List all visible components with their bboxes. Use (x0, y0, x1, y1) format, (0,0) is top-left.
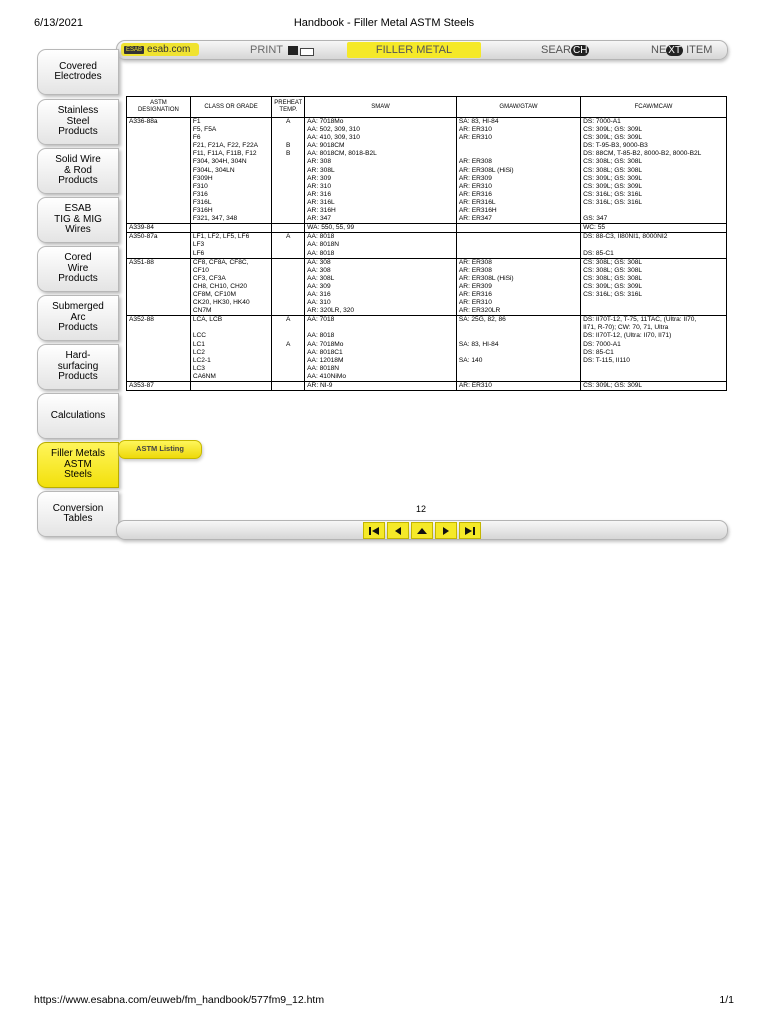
last-page-icon (464, 526, 476, 536)
table-row (127, 258, 727, 316)
bottom-nav-bar (116, 520, 728, 540)
print-label: PRINT (250, 44, 283, 56)
filler-metal-button[interactable] (347, 42, 481, 58)
table-row (127, 224, 727, 233)
cell-grade (190, 382, 271, 391)
header-smaw: SMAW (305, 97, 457, 118)
cell-preheat: A A (272, 316, 305, 382)
cell-designation: A351-88 (127, 258, 191, 316)
header-gmaw-gtaw: GMAW/GTAW (456, 97, 580, 118)
print-title: Handbook - Filler Metal ASTM Steels (293, 17, 475, 29)
astm-listing-button[interactable]: ASTM Listing (118, 440, 202, 459)
cell-gmaw: SA: 25G, 82, 86 SA: 83, HI-84 SA: 140 (456, 316, 580, 382)
previous-page-button[interactable] (387, 522, 409, 539)
cell-fcaw: WC: 55 (581, 224, 727, 233)
cell-preheat: A (272, 233, 305, 258)
print-footer (0, 994, 768, 1008)
print-date: 6/13/2021 (34, 17, 83, 29)
cell-designation: A350-87a (127, 233, 191, 258)
header-astm-designation: ASTM DESIGNATION (127, 97, 191, 118)
cell-fcaw: DS: 7000-A1 CS: 309L; GS: 309L CS: 309L; GS: 309L DS: T-95-B3, 9000-B3 DS: 88CM, T-85-B2, 8000-B2, 8000-B2L CS: 308L; GS: 308L CS: 308L; GS: 308L CS: 309L; GS: 309L CS: 309L; GS: 309L CS: 316L; GS: 316L CS: 316L; GS: 316L GS: 347 (581, 118, 727, 224)
cell-fcaw: CS: 308L; GS: 308L CS: 308L; GS: 308L CS: 308L; GS: 308L CS: 309L; GS: 309L CS: 316L; GS: 316L (581, 258, 727, 316)
cell-preheat (272, 224, 305, 233)
cell-grade (190, 224, 271, 233)
cell-designation: A352-88 (127, 316, 191, 382)
sidebar-item-conversion-tables[interactable]: Conversion Tables (37, 491, 119, 537)
next-item-button[interactable] (651, 41, 712, 59)
cell-smaw: AA: 308 AA: 308 AA: 308L AA: 309 AA: 316 AA: 310 AR: 320LR, 320 (305, 258, 457, 316)
cell-smaw: WA: 550, 55, 99 (305, 224, 457, 233)
cell-fcaw: CS: 309L; GS: 309L (581, 382, 727, 391)
up-button[interactable] (411, 522, 433, 539)
top-nav-bar (116, 40, 728, 60)
cell-designation: A353-87 (127, 382, 191, 391)
table-row (127, 118, 727, 224)
cell-grade: LF1, LF2, LF5, LF6 LF3 LF6 (190, 233, 271, 258)
esab-logo-icon: ESAB (126, 46, 143, 53)
up-icon (416, 526, 428, 536)
cell-smaw: AR: NI-9 (305, 382, 457, 391)
print-url: https://www.esabna.com/euweb/fm_handbook/577fm9_12.htm (34, 994, 325, 1006)
next-page-icon (440, 526, 452, 536)
print-header (0, 17, 768, 31)
table-row (127, 233, 727, 258)
sidebar-item-covered-electrodes[interactable]: Covered Electrodes (37, 49, 119, 95)
cell-smaw: AA: 8018 AA: 8018N AA: 8018 (305, 233, 457, 258)
sidebar-item-calculations[interactable]: Calculations (37, 393, 119, 439)
print-page-count: 1/1 (719, 994, 734, 1006)
previous-page-icon (392, 526, 404, 536)
table-header-row (127, 97, 727, 118)
print-button[interactable] (250, 41, 314, 59)
first-page-button[interactable] (363, 522, 385, 539)
header-preheat-temp: PREHEAT TEMP. (272, 97, 305, 118)
search-label: SEAR (541, 44, 571, 56)
cell-gmaw: SA: 83, HI-84 AR: ER310 AR: ER310 AR: ER308 AR: ER308L (HiSi) AR: ER309 AR: ER310 AR: ER316 AR: ER316L AR: ER316H AR: ER347 (456, 118, 580, 224)
cell-fcaw: DS: 88-C3, II80NI1, 8000NI2 DS: 85-C1 (581, 233, 727, 258)
astm-steels-table (126, 96, 727, 391)
cell-gmaw (456, 224, 580, 233)
sidebar-item-solid-wire[interactable]: Solid Wire & Rod Products (37, 148, 119, 194)
search-button[interactable] (541, 41, 589, 59)
last-page-button[interactable] (459, 522, 481, 539)
cell-designation: A336-88a (127, 118, 191, 224)
cell-smaw: AA: 7018 AA: 8018 AA: 7018Mo AA: 8018C1 AA: 12018M AA: 8018N AA: 410NiMo (305, 316, 457, 382)
cell-preheat: A B B (272, 118, 305, 224)
sidebar-item-submerged-arc[interactable]: Submerged Arc Products (37, 295, 119, 341)
cell-fcaw: DS: II70T-12, T-75, 11TAC, (Ultra: II70, II71, R-70); CW: 70, 71, Ultra DS: II70T-12, (Ultra: II70, II71) DS: 7000-A1 DS: 85-C1 DS: T-115, II110 (581, 316, 727, 382)
table-row (127, 316, 727, 382)
cell-grade: CF8, CF8A, CF8C, CF10 CF3, CF3A CH8, CH10, CH20 CF8M, CF10M CK20, HK30, HK40 CN7M (190, 258, 271, 316)
first-page-icon (368, 526, 380, 536)
cell-grade: LCA, LCB LCC LC1 LC2 LC2-1 LC3 CA6NM (190, 316, 271, 382)
next-highlight: XT (668, 45, 682, 56)
next-item-label: ITEM (686, 44, 713, 56)
cell-gmaw: AR: ER308 AR: ER308 AR: ER308L (HiSi) AR: ER309 AR: ER316 AR: ER310 AR: ER320LR (456, 258, 580, 316)
page-nav-buttons (363, 522, 481, 539)
cell-preheat (272, 258, 305, 316)
printer-icon (288, 46, 314, 55)
cell-preheat (272, 382, 305, 391)
next-page-button[interactable] (435, 522, 457, 539)
cell-grade: F1 F5, F5A F6 F21, F21A, F22, F22A F11, F11A, F11B, F12 F304, 304H, 304N F304L, 304LN F309H F310 F316 F316L F316H F321, 347, 348 (190, 118, 271, 224)
header-class-or-grade: CLASS OR GRADE (190, 97, 271, 118)
sidebar-item-tig-mig-wires[interactable]: ESAB TIG & MIG Wires (37, 197, 119, 243)
cell-designation: A339-84 (127, 224, 191, 233)
page-number: 12 (416, 504, 427, 514)
table-row (127, 382, 727, 391)
sidebar-item-filler-metals-astm[interactable]: Filler Metals ASTM Steels (37, 442, 119, 488)
next-label: NE (651, 44, 667, 56)
header-fcaw-mcaw: FCAW/MCAW (581, 97, 727, 118)
sidebar-item-stainless-steel[interactable]: Stainless Steel Products (37, 99, 119, 145)
filler-metal-label: FILLER METAL (375, 44, 453, 56)
cell-gmaw: AR: ER310 (456, 382, 580, 391)
search-highlight: CH (572, 45, 588, 56)
esab-logo-label: esab.com (147, 44, 191, 55)
sidebar-item-hardsurfacing[interactable]: Hard- surfacing Products (37, 344, 119, 390)
cell-gmaw (456, 233, 580, 258)
esab-logo-button[interactable] (121, 43, 199, 56)
cell-smaw: AA: 7018Mo AA: 502, 309, 310 AA: 410, 309, 310 AA: 9018CM AA: 8018CM, 8018-B2L AR: 308 AR: 308L AR: 309 AR: 310 AR: 316 AR: 316L AR: 316H AR: 347 (305, 118, 457, 224)
sidebar-item-cored-wire[interactable]: Cored Wire Products (37, 246, 119, 292)
